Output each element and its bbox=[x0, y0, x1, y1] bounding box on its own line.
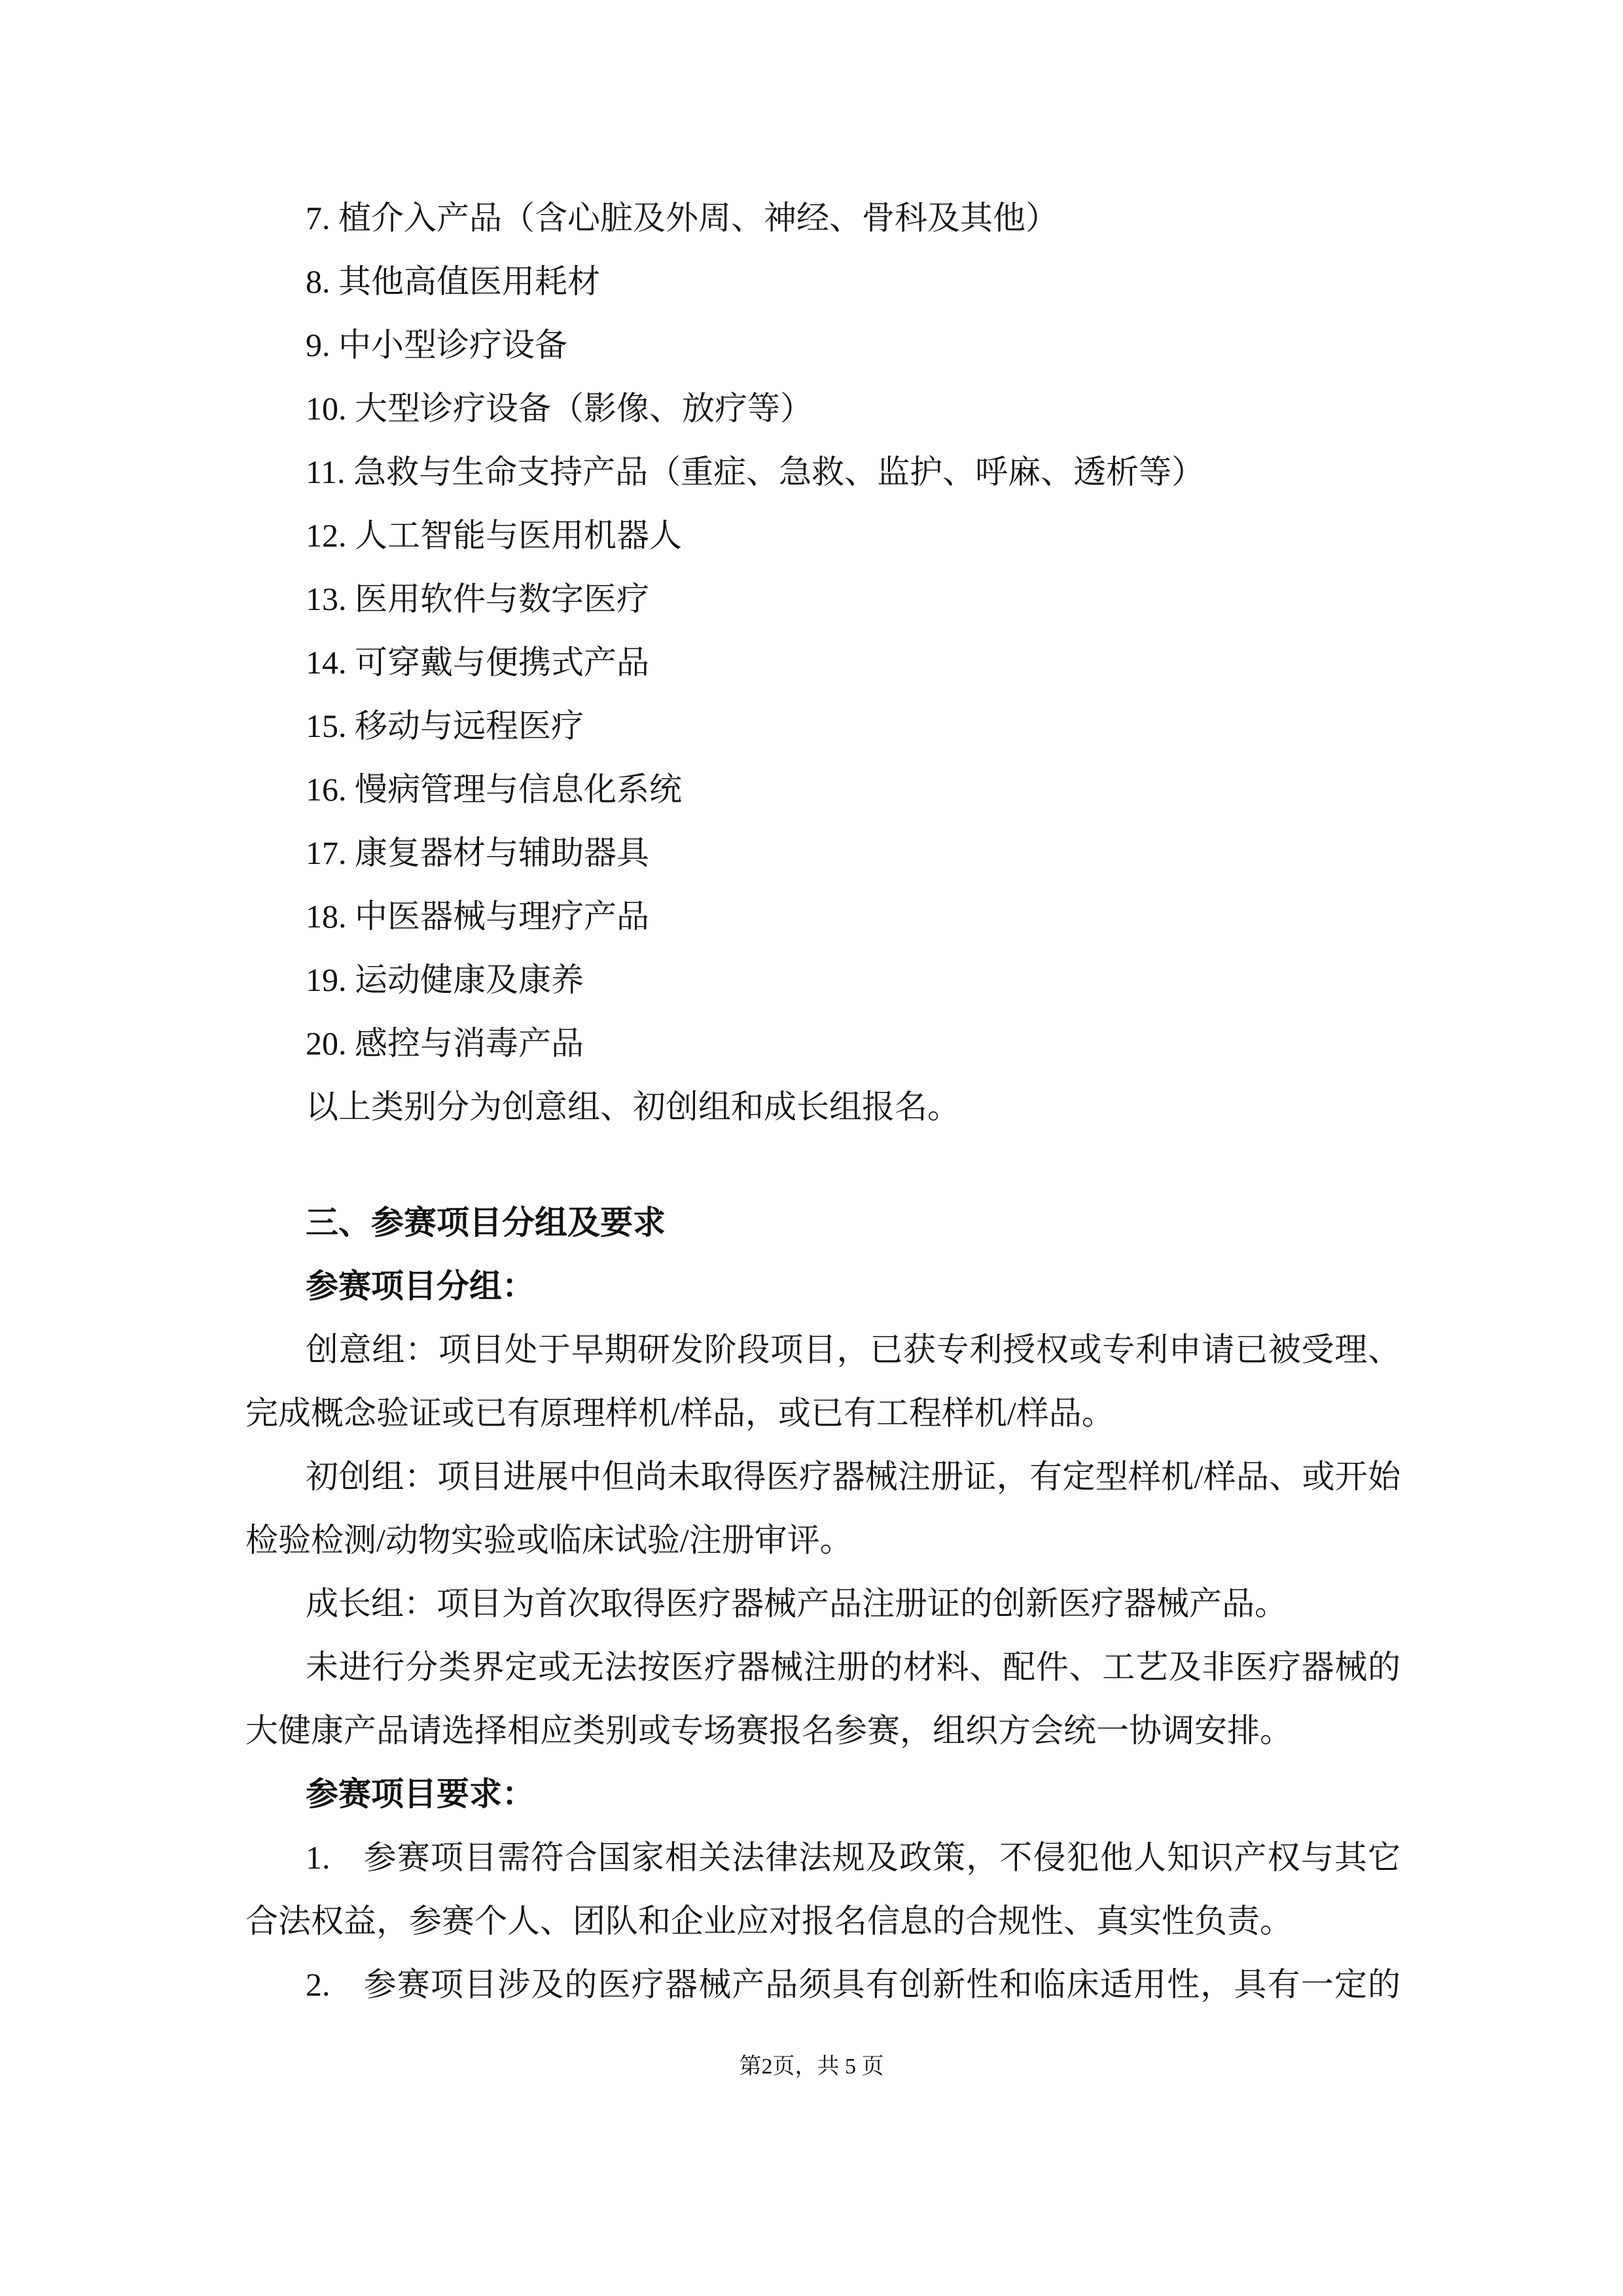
category-item: 18. 中医器械与理疗产品 bbox=[306, 898, 649, 935]
group-paragraph-line: 检验检测/动物实验或临床试验/注册审评。 bbox=[245, 1522, 853, 1558]
category-item: 10. 大型诊疗设备（影像、放疗等） bbox=[306, 390, 813, 427]
category-item: 8. 其他高值医用耗材 bbox=[306, 263, 600, 300]
requirements-label: 参赛项目要求： bbox=[306, 1776, 535, 1812]
category-note: 以上类别分为创意组、初创组和成长组报名。 bbox=[306, 1088, 960, 1125]
group-paragraph-line: 成长组：项目为首次取得医疗器械产品注册证的创新医疗器械产品。 bbox=[306, 1585, 1287, 1622]
category-item: 16. 慢病管理与信息化系统 bbox=[306, 771, 682, 808]
page-footer bbox=[0, 2047, 1623, 2087]
group-paragraph-line: 创意组：项目处于早期研发阶段项目，已获专利授权或专利申请已被受理、 bbox=[306, 1331, 1400, 1368]
requirement-paragraphs bbox=[245, 1826, 1400, 2017]
requirement-line: 合法权益，参赛个人、团队和企业应对报名信息的合规性、真实性负责。 bbox=[245, 1903, 1293, 1939]
category-item: 15. 移动与远程医疗 bbox=[306, 708, 584, 744]
grouping-paragraphs bbox=[245, 1318, 1400, 1763]
category-list bbox=[245, 187, 1400, 1075]
group-paragraph-line: 初创组：项目进展中但尚未取得医疗器械注册证，有定型样机/样品、或开始 bbox=[306, 1458, 1400, 1495]
section-heading: 三、参赛项目分组及要求 bbox=[306, 1204, 666, 1241]
group-paragraph-line: 未进行分类界定或无法按医疗器械注册的材料、配件、工艺及非医疗器械的 bbox=[306, 1649, 1400, 1685]
category-item: 13. 医用软件与数字医疗 bbox=[306, 581, 649, 617]
category-item: 11. 急救与生命支持产品（重症、急救、监护、呼麻、透析等） bbox=[306, 454, 1205, 490]
requirement-line: 1. 参赛项目需符合国家相关法律法规及政策，不侵犯他人知识产权与其它 bbox=[306, 1839, 1400, 1876]
category-item: 17. 康复器材与辅助器具 bbox=[306, 834, 649, 871]
page-number: 第2页，共 5 页 bbox=[739, 2054, 884, 2079]
requirement-line: 2. 参赛项目涉及的医疗器械产品须具有创新性和临床适用性，具有一定的 bbox=[306, 1966, 1400, 2003]
group-paragraph-line: 完成概念验证或已有原理样机/样品，或已有工程样机/样品。 bbox=[245, 1395, 1115, 1431]
category-item: 19. 运动健康及康养 bbox=[306, 961, 584, 998]
category-item: 12. 人工智能与医用机器人 bbox=[306, 517, 682, 554]
grouping-label: 参赛项目分组： bbox=[306, 1268, 535, 1304]
category-item: 9. 中小型诊疗设备 bbox=[306, 327, 567, 363]
category-item: 14. 可穿戴与便携式产品 bbox=[306, 644, 649, 681]
group-paragraph-line: 大健康产品请选择相应类别或专场赛报名参赛，组织方会统一协调安排。 bbox=[245, 1712, 1293, 1749]
category-item: 7. 植介入产品（含心脏及外周、神经、骨科及其他） bbox=[306, 200, 1058, 236]
category-item: 20. 感控与消毒产品 bbox=[306, 1025, 584, 1062]
